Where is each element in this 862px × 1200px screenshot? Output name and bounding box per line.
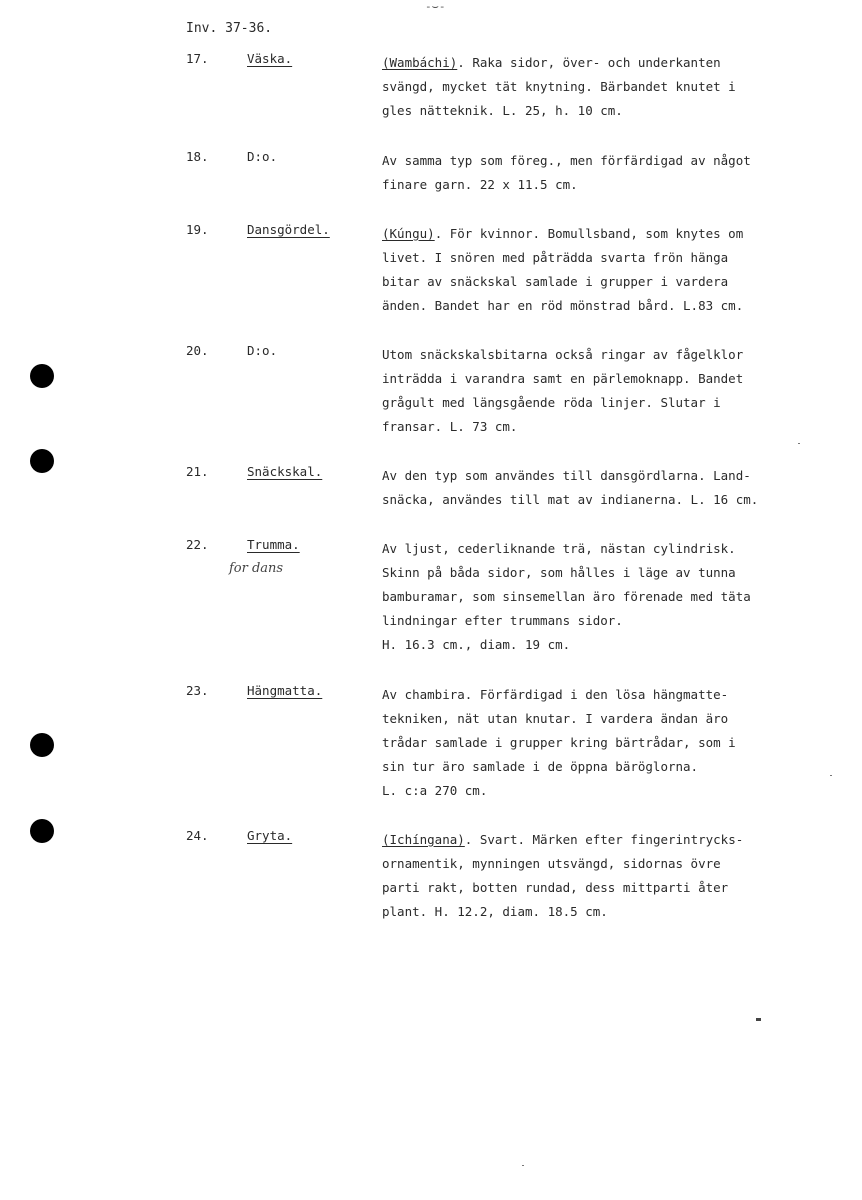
entry-description: [382, 828, 762, 924]
description-line: snäcka, användes till mat av indianerna. L. 16 cm.: [382, 492, 759, 507]
description-line: finare garn. 22 x 11.5 cm.: [382, 177, 578, 192]
description-line: trådar samlade i grupper kring bärtrådar, som i: [382, 735, 736, 750]
description-line: sin tur äro samlade i de öppna bäröglorna.: [382, 759, 699, 774]
entry-number: 23.: [186, 683, 209, 698]
entry-number: 24.: [186, 828, 209, 843]
native-term: (Kúngu): [382, 226, 435, 241]
description-line: (Wambáchi). Raka sidor, över- och underkanten: [382, 55, 721, 70]
top-margin-mark: -⌣-: [425, 0, 446, 13]
entry-name: Trumma.: [247, 537, 300, 552]
description-line: inträdda i varandra samt en pärlemoknapp. Bandet: [382, 371, 744, 386]
entry-number: 18.: [186, 149, 209, 164]
entry-description: [382, 222, 762, 318]
description-line: bamburamar, som sinsemellan äro förenade med täta: [382, 589, 751, 604]
punch-hole: [30, 449, 54, 473]
description-line: livet. I snören med påträdda svarta frön hänga: [382, 250, 729, 265]
entry-name: Dansgördel.: [247, 222, 330, 237]
entry-description: [382, 537, 762, 657]
entry-number: 17.: [186, 51, 209, 66]
scan-speck: [756, 1018, 761, 1021]
description-line: H. 16.3 cm., diam. 19 cm.: [382, 637, 571, 652]
description-line: parti rakt, botten rundad, dess mittparti åter: [382, 880, 729, 895]
entry-number: 19.: [186, 222, 209, 237]
entry-name: D:o.: [247, 149, 278, 164]
entry-description: [382, 683, 762, 803]
description-line: ornamentik, mynningen utsvängd, sidornas övre: [382, 856, 721, 871]
description-line: Av samma typ som föreg., men förfärdigad av något: [382, 153, 751, 168]
description-line: bitar av snäckskal samlade i grupper i vardera: [382, 274, 729, 289]
description-line: Av chambira. Förfärdigad i den lösa hängmatte-: [382, 687, 729, 702]
punch-hole: [30, 733, 54, 757]
handwritten-note: for dans: [229, 561, 284, 576]
description-line: Av ljust, cederliknande trä, nästan cylindrisk.: [382, 541, 736, 556]
entry-name: Snäckskal.: [247, 464, 323, 479]
description-line: Av den typ som användes till dansgördlarna. Land-: [382, 468, 751, 483]
entry-description: [382, 464, 762, 512]
punch-hole: [30, 819, 54, 843]
entry-name: Hängmatta.: [247, 683, 323, 698]
entry-number: 21.: [186, 464, 209, 479]
entry-name: Väska.: [247, 51, 293, 66]
description-line: änden. Bandet har en röd mönstrad bård. L.83 cm.: [382, 298, 744, 313]
scan-speck: [830, 775, 832, 776]
description-line: Utom snäckskalsbitarna också ringar av fågelklor: [382, 347, 744, 362]
entry-description: [382, 343, 762, 439]
description-line: Skinn på båda sidor, som hålles i läge av tunna: [382, 565, 736, 580]
description-line: svängd, mycket tät knytning. Bärbandet knutet i: [382, 79, 736, 94]
native-term: (Ichíngana): [382, 832, 465, 847]
description-line: grågult med längsgående röda linjer. Slutar i: [382, 395, 721, 410]
description-line: lindningar efter trummans sidor.: [382, 613, 623, 628]
description-line: (Kúngu). För kvinnor. Bomullsband, som knytes om: [382, 226, 744, 241]
native-term: (Wambáchi): [382, 55, 458, 70]
entry-number: 20.: [186, 343, 209, 358]
entry-description: [382, 51, 762, 123]
description-line: (Ichíngana). Svart. Märken efter fingerintrycks-: [382, 832, 744, 847]
description-line: L. c:a 270 cm.: [382, 783, 488, 798]
scan-speck: [522, 1165, 524, 1166]
entry-number: 22.: [186, 537, 209, 552]
punch-hole: [30, 364, 54, 388]
description-line: tekniken, nät utan knutar. I vardera ändan äro: [382, 711, 729, 726]
description-line: gles nätteknik. L. 25, h. 10 cm.: [382, 103, 623, 118]
entry-name: D:o.: [247, 343, 278, 358]
entry-description: [382, 149, 762, 197]
description-line: fransar. L. 73 cm.: [382, 419, 518, 434]
inventory-header: Inv. 37-36.: [186, 21, 273, 36]
description-line: plant. H. 12.2, diam. 18.5 cm.: [382, 904, 608, 919]
entry-name: Gryta.: [247, 828, 293, 843]
scan-speck: [798, 443, 800, 444]
